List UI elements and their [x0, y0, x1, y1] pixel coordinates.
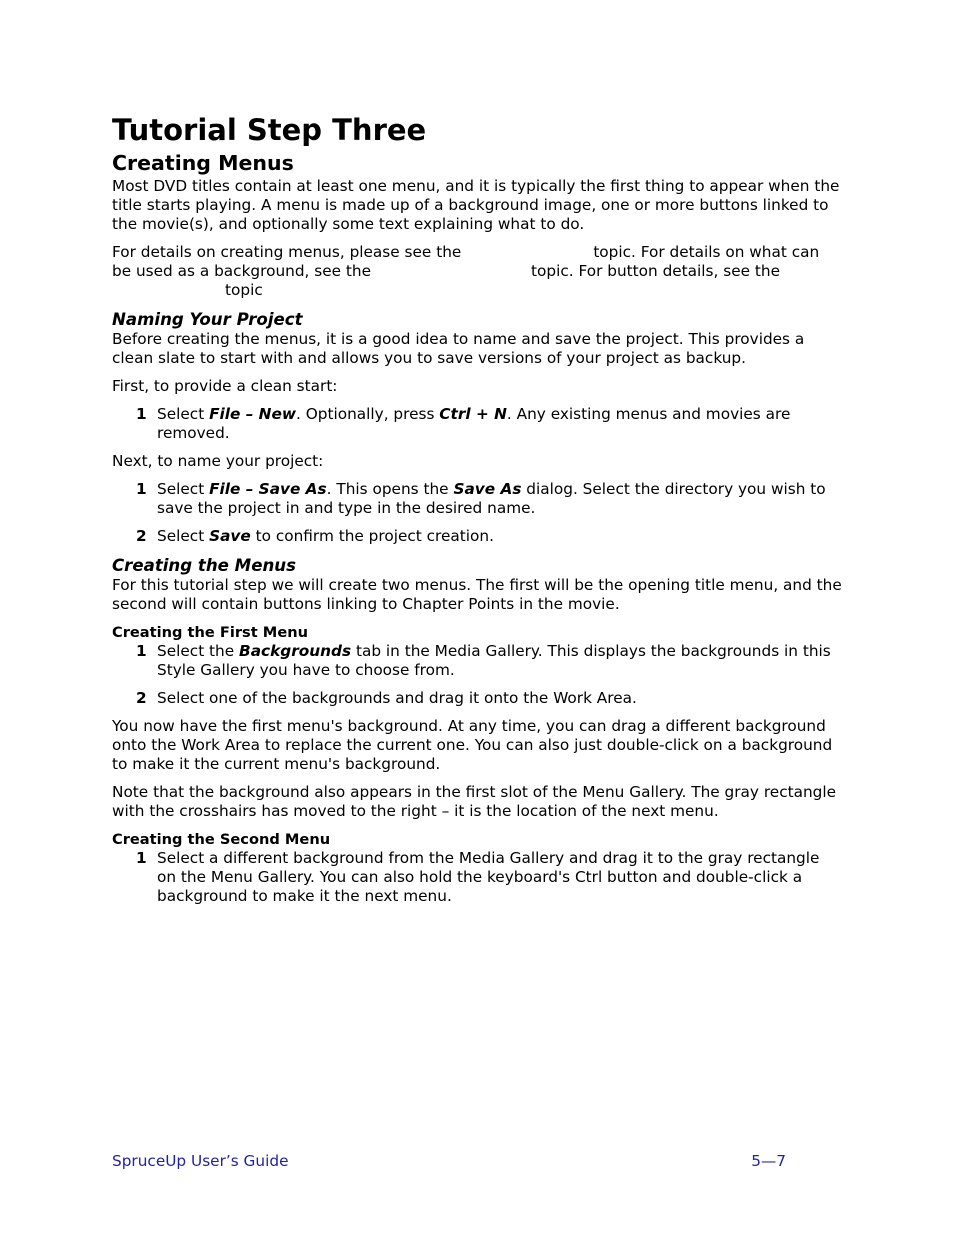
- step-text: Select one of the backgrounds and drag it onto the Work Area.: [157, 689, 637, 707]
- button-name: Save: [209, 527, 251, 545]
- footer-guide-title: SpruceUp User’s Guide: [112, 1152, 289, 1170]
- creating-menus-paragraph: For this tutorial step we will create two menus. The first will be the opening title menu, and the second will contain buttons linking to Chapter Points in the movie.: [112, 576, 842, 613]
- list-item: [112, 849, 842, 906]
- tab-name: Backgrounds: [239, 642, 352, 660]
- list-item: [112, 405, 842, 443]
- step-number: 2: [136, 527, 147, 545]
- page-footer: [112, 1152, 786, 1170]
- menu-command: File – New: [209, 405, 296, 423]
- details-text-3: topic. For button details, see the: [531, 262, 781, 280]
- footer-page-number: 5—7: [751, 1152, 786, 1170]
- name-lead: Next, to name your project:: [112, 452, 324, 470]
- first-menu-heading: Creating the First Menu: [112, 624, 309, 641]
- step-text: Select the Backgrounds tab in the Media Gallery. This displays the backgrounds in this Style Gallery you have to choose from.: [157, 642, 831, 679]
- list-item: [112, 689, 842, 708]
- step-text: Select File – New. Optionally, press Ctrl + N. Any existing menus and movies are removed.: [157, 405, 791, 442]
- step-number: 1: [136, 849, 147, 867]
- menu-command: File – Save As: [209, 480, 327, 498]
- step-number: 1: [136, 405, 147, 423]
- step-text: Select File – Save As. This opens the Save As dialog. Select the directory you wish to save the project in and type in the desired name.: [157, 480, 826, 517]
- first-menu-steps: [112, 642, 842, 708]
- second-menu-heading: Creating the Second Menu: [112, 831, 331, 848]
- step-text: Select a different background from the Media Gallery and drag it to the gray rectangle on the Menu Gallery. You can also hold the keyboard's Ctrl button and double-click a background to make it the next menu.: [157, 849, 820, 905]
- list-item: [112, 480, 842, 518]
- details-text-2: topic. For details on what can be used as a background, see the: [112, 243, 820, 280]
- first-menu-paragraph-2: Note that the background also appears in the first slot of the Menu Gallery. The gray rectangle with the crosshairs has moved to the right – it is the location of the next menu.: [112, 783, 837, 820]
- step-text: Select Save to confirm the project creation.: [157, 527, 494, 545]
- intro-paragraph: Most DVD titles contain at least one menu, and it is typically the first thing to appear when the title starts playing. A menu is made up of a background image, one or more buttons linked to the movie(s), and optionally some text explaining what to do.: [112, 177, 840, 233]
- name-steps: [112, 480, 842, 546]
- details-text-1: For details on creating menus, please see the: [112, 243, 462, 261]
- dialog-name: Save As: [453, 480, 522, 498]
- naming-heading: Naming Your Project: [112, 310, 303, 329]
- shortcut-key: Ctrl + N: [439, 405, 507, 423]
- clean-start-steps: [112, 405, 842, 443]
- details-paragraph: [112, 243, 842, 300]
- naming-paragraph: Before creating the menus, it is a good idea to name and save the project. This provides a clean slate to start with and allows you to save versions of your project as backup.: [112, 330, 805, 367]
- section-title: Creating Menus: [112, 151, 294, 175]
- step-number: 2: [136, 689, 147, 707]
- second-menu-steps: [112, 849, 842, 906]
- first-menu-paragraph-1: You now have the first menu's background. At any time, you can drag a different background onto the Work Area to replace the current one. You can also just double-click on a background to make it the current menu's background.: [112, 717, 833, 773]
- list-item: [112, 527, 842, 546]
- document-page: [112, 110, 842, 915]
- step-number: 1: [136, 642, 147, 660]
- list-item: [112, 642, 842, 680]
- step-number: 1: [136, 480, 147, 498]
- page-title: Tutorial Step Three: [112, 113, 427, 147]
- clean-start-lead: First, to provide a clean start:: [112, 377, 338, 395]
- creating-menus-heading: Creating the Menus: [112, 556, 296, 575]
- details-text-4: topic: [225, 281, 263, 299]
